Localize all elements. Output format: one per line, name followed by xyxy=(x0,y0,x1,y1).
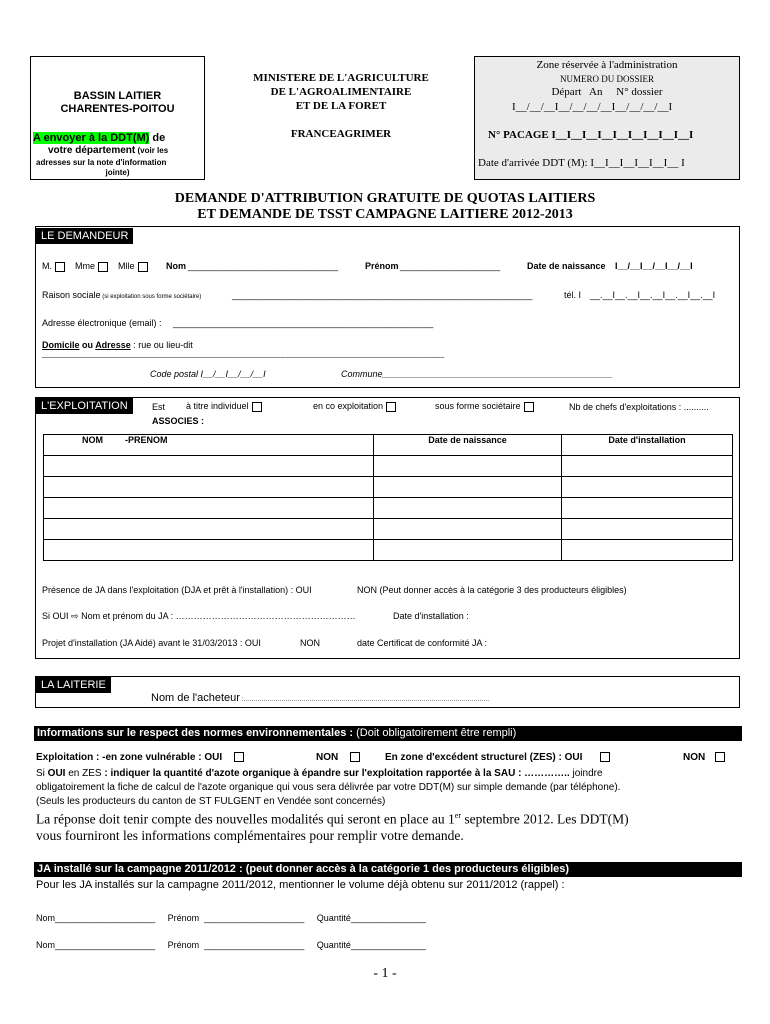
prenom-label: Prénom xyxy=(365,261,399,271)
co-option: en co exploitation xyxy=(313,401,396,412)
raison-sociale-field[interactable]: ____________________________________________________________ xyxy=(232,290,533,300)
modalites-line2: vous fourniront les informations complémentaires pour remplir votre demande. xyxy=(36,828,464,843)
azote-line3: obligatoirement la fiche de calcul de l'azote organique qui vous sera délivrée par votre DDT(M) sur simple demande (par téléphone). xyxy=(36,782,621,793)
email-field[interactable]: ____________________________________________________ xyxy=(173,318,434,328)
ja-presence: Présence de JA dans l'exploitation (DJA et prêt à l'installation) : OUI xyxy=(42,585,312,595)
franceagrimer: FRANCEAGRIMER xyxy=(290,128,392,140)
demandeur-heading: LE DEMANDEUR xyxy=(36,228,133,244)
arrow-right-icon: ⇨ xyxy=(71,611,79,621)
ja-intro: Pour les JA installés sur la campagne 2011/2012, mentionner le volume déjà obtenu sur 2011/2012 (rappel) : xyxy=(36,879,565,891)
si-oui-row: Si OUI ⇨ Nom et prénom du JA : …………………………………………………… xyxy=(42,611,356,621)
table-row[interactable] xyxy=(44,477,733,498)
col-nom-header: NOM -PRENOM xyxy=(44,435,374,456)
date-installation: Date d'installation : xyxy=(393,611,469,621)
projet-non: NON xyxy=(300,638,320,648)
zone-vulnerable-row: Exploitation : -en zone vulnérable : OUI xyxy=(36,752,244,763)
tel-field[interactable]: __.__I__.__I__.__I__.__I__.__I xyxy=(590,290,716,300)
raison-sociale-label: Raison sociale (si exploitation sous forme sociétaire) xyxy=(42,290,202,300)
dob-label: Date de naissance xyxy=(527,261,606,271)
nom-field[interactable]: ______________________________ xyxy=(188,261,339,271)
page-title-line1: DEMANDE D'ATTRIBUTION GRATUITE DE QUOTAS LAITIERS xyxy=(174,191,596,206)
admin-depart: Départ An N° dossier xyxy=(551,86,663,98)
send-instruction: A envoyer à la DDT(M) de xyxy=(33,132,166,144)
table-header-row xyxy=(44,435,733,456)
azote-row: Si OUI en ZES : indiquer la quantité d'azote organique à épandre sur l'exploitation rapportée à la SAU : ………….. joindre xyxy=(36,768,603,779)
send-line3: adresses sur la note d'information xyxy=(36,158,167,167)
azote-line4: (Seuls les producteurs du canton de ST FULGENT en Vendée sont concernés) xyxy=(36,796,386,807)
environnement-heading: Informations sur le respect des normes environnementales : (Doit obligatoirement être rempli) xyxy=(34,726,742,741)
ja-row-2: Nom____________________ Prénom ____________________ Quantité_______________ xyxy=(36,940,426,950)
societaire-option: sous forme sociétaire xyxy=(435,401,534,412)
bassin-line1: BASSIN LAITIER xyxy=(73,90,162,102)
civility-row: M. Mme Mlle xyxy=(42,261,148,272)
zes-oui-checkbox[interactable] xyxy=(600,752,610,762)
col-naissance-header: Date de naissance xyxy=(374,435,562,456)
modalites-line1: La réponse doit tenir compte des nouvelles modalités qui seront en place au 1er septembre 2012. Les DDT(M) xyxy=(36,811,629,827)
vulnerable-non-checkbox[interactable] xyxy=(350,752,360,762)
acheteur-field[interactable]: Nom de l'acheteur :…………………………………………………………………………………………………………… xyxy=(151,692,490,704)
ja-row-1: Nom____________________ Prénom ____________________ Quantité_______________ xyxy=(36,913,426,923)
commune-label[interactable]: Commune______________________________________________ xyxy=(341,369,613,379)
ja-prenom-field[interactable]: ____________________ xyxy=(204,940,305,950)
ja-non: NON (Peut donner accès à la catégorie 3 des producteurs éligibles) xyxy=(357,585,627,595)
bassin-line2: CHARENTES-POITOU xyxy=(60,103,175,115)
est-label: Est xyxy=(152,402,166,412)
page-number: - 1 - xyxy=(373,966,397,981)
table-row[interactable] xyxy=(44,456,733,477)
tel-label: tél. I xyxy=(564,290,582,300)
ja-prenom-field[interactable]: ____________________ xyxy=(204,913,305,923)
ja-nom-field[interactable]: ____________________ xyxy=(55,940,156,950)
individuel-option: à titre individuel xyxy=(186,401,262,412)
certificat-ja: date Certificat de conformité JA : xyxy=(357,638,488,648)
page-title-line2: ET DEMANDE DE TSST CAMPAGNE LAITIERE 2012-2013 xyxy=(197,207,573,222)
individuel-checkbox[interactable] xyxy=(252,402,262,412)
send-line2: votre département (voir les xyxy=(48,145,169,156)
societaire-checkbox[interactable] xyxy=(524,402,534,412)
associes-table xyxy=(43,434,733,561)
col-installation-header: Date d'installation xyxy=(562,435,733,456)
send-highlight: A envoyer à la DDT(M) xyxy=(33,132,150,144)
co-checkbox[interactable] xyxy=(386,402,396,412)
demandeur-section xyxy=(35,226,740,388)
ministry-line1: MINISTERE DE L'AGRICULTURE xyxy=(253,72,429,84)
ja-nom-field[interactable]: ____________________ xyxy=(55,913,156,923)
admin-numero: NUMERO DU DOSSIER xyxy=(559,74,654,84)
email-label: Adresse électronique (email) : xyxy=(42,318,162,328)
civility-mme-checkbox[interactable] xyxy=(98,262,108,272)
ministry-line3: ET DE LA FORET xyxy=(295,100,387,112)
zes-non-checkbox[interactable] xyxy=(715,752,725,762)
admin-title: Zone réservée à l'administration xyxy=(536,59,678,71)
projet-installation: Projet d'installation (JA Aidé) avant le 31/03/2013 : OUI xyxy=(42,638,261,648)
ministry-line2: DE L'AGROALIMENTAIRE xyxy=(270,86,412,98)
nb-chefs[interactable]: Nb de chefs d'exploitations : .......... xyxy=(569,402,709,412)
vulnerable-non: NON xyxy=(316,752,360,763)
vulnerable-oui-checkbox[interactable] xyxy=(234,752,244,762)
admin-date: Date d'arrivée DDT (M): I__I__I__I__I__I__ I xyxy=(478,157,685,169)
ja-quantite-field[interactable]: _______________ xyxy=(350,913,426,923)
dob-field[interactable]: I__/__I__/__I__/__I xyxy=(615,261,693,271)
ja-installe-heading: JA installé sur la campagne 2011/2012 : (peut donner accès à la catégorie 1 des producteurs éligibles) xyxy=(34,862,742,877)
nom-label: Nom xyxy=(166,261,186,271)
table-row[interactable] xyxy=(44,498,733,519)
civility-m-checkbox[interactable] xyxy=(55,262,65,272)
code-postal-field[interactable]: Code postal I__/__I__/__/__I xyxy=(150,369,266,379)
table-row[interactable] xyxy=(44,540,733,561)
domicile-adresse-label: Domicile ou Adresse : rue ou lieu-dit xyxy=(42,340,193,350)
send-line4: jointe) xyxy=(105,168,130,177)
address-field[interactable]: ________________________________________________________________________________________________ xyxy=(42,351,445,358)
prenom-field[interactable]: ____________________ xyxy=(400,261,501,271)
laiterie-heading: LA LAITERIE xyxy=(36,677,111,693)
ja-quantite-field[interactable]: _______________ xyxy=(350,940,426,950)
admin-slots: I__/__/__I__/__/__/__I__/__/__/__I xyxy=(512,101,673,113)
civility-mlle-checkbox[interactable] xyxy=(138,262,148,272)
exploitation-heading: L'EXPLOITATION xyxy=(36,398,133,414)
associes-label: ASSOCIES : xyxy=(152,416,205,426)
table-row[interactable] xyxy=(44,519,733,540)
zes-non: NON xyxy=(683,752,725,763)
zes-row: En zone d'excédent structurel (ZES) : OUI xyxy=(385,752,610,763)
admin-pacage: N° PACAGE I__I__I__I__I__I__I__I__I__I xyxy=(488,129,694,141)
